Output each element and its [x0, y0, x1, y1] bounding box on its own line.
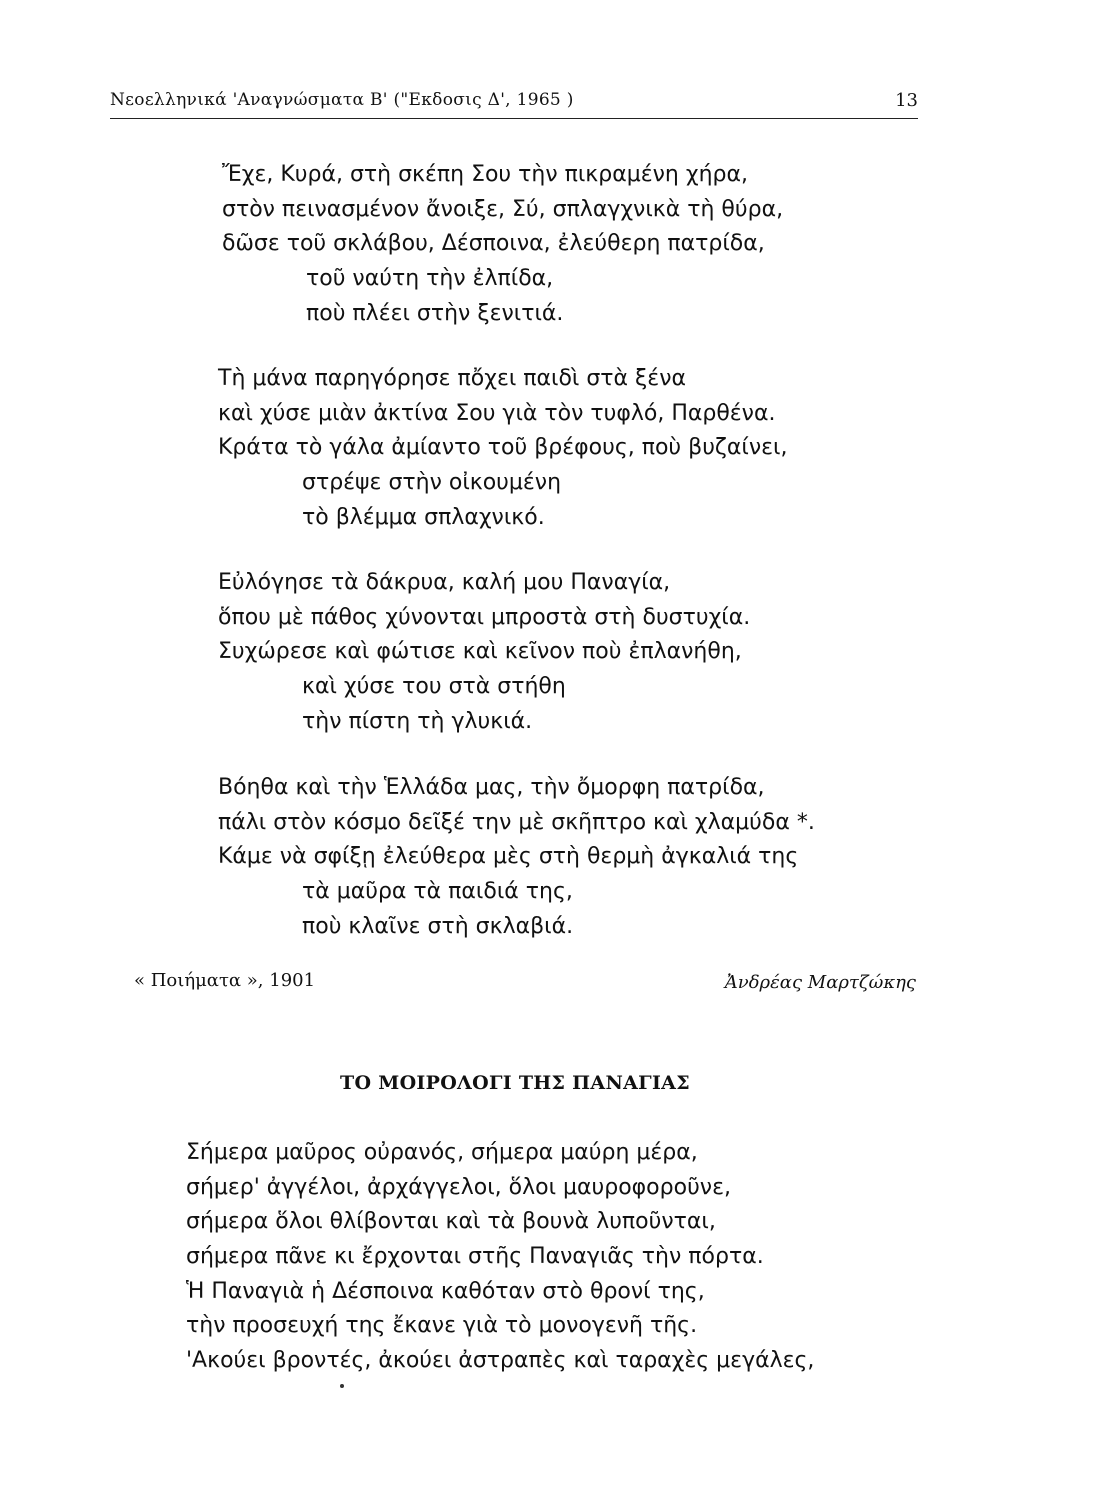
poem-line: 'Ακούει βροντές, ἀκούει ἀστραπὲς καὶ ταραχὲς μεγάλες,	[186, 1348, 815, 1374]
poem-line: ποὺ κλαῖνε στὴ σκλαβιά.	[302, 913, 574, 939]
poem-line: Βόηθα καὶ τὴν Ἑλλάδα μας, τὴν ὄμορφη πατρίδα,	[218, 775, 765, 800]
running-title: Νεοελληνικά 'Αναγνώσματα Β' ("Εκδοσις Δ', 1965 )	[110, 90, 574, 110]
poem-line: καὶ χύσε μιὰν ἀκτίνα Σου γιὰ τὸν τυφλό, Παρθένα.	[218, 400, 776, 426]
page-number: 13	[895, 90, 918, 111]
poem-line: σήμερα πᾶνε κι ἔρχονται στῆς Παναγιᾶς τὴν πόρτα.	[186, 1244, 764, 1270]
poem-title: ΤΟ ΜΟΙΡΟΛΟΓΙ ΤΗΣ ΠΑΝΑΓΙΑΣ	[340, 1072, 690, 1094]
poem-line: στὸν πεινασμένον ἄνοιξε, Σύ, σπλαγχνικὰ τὴ θύρα,	[222, 196, 784, 222]
poem-stanza	[222, 158, 783, 331]
poem-line: τὸ βλέμμα σπλαχνικό.	[302, 504, 545, 530]
poem-line: Σήμερα μαῦρος οὐρανός, σήμερα μαύρη μέρα,	[186, 1140, 698, 1165]
poem-line: τοῦ ναύτη τὴν ἐλπίδα,	[306, 266, 554, 292]
poem-line: καὶ χύσε του στὰ στήθη	[302, 674, 566, 700]
poem-stanza	[218, 362, 787, 535]
poem-line: Εὐλόγησε τὰ δάκρυα, καλή μου Παναγία,	[218, 570, 671, 595]
poem-line: Κάμε νὰ σφίξῃ ἐλεύθερα μὲς στὴ θερμὴ ἀγκαλιά της	[218, 844, 799, 870]
poem-stanza	[218, 771, 815, 944]
poem-line: Κράτα τὸ γάλα ἀμίαντο τοῦ βρέφους, ποὺ βυζαίνει,	[218, 435, 788, 461]
poem-stanza	[218, 566, 750, 739]
poem-line: σήμερα ὅλοι θλίβονται καὶ τὰ βουνὰ λυποῦνται,	[186, 1209, 716, 1235]
page-header	[110, 88, 918, 119]
poem-line: στρέψε στὴν οἰκουμένη	[302, 470, 562, 496]
poem-line: δῶσε τοῦ σκλάβου, Δέσποινα, ἐλεύθερη πατρίδα,	[222, 231, 765, 257]
poem-author: Ἀνδρέας Μαρτζώκης	[724, 972, 916, 993]
poem-line: ποὺ πλέει στὴν ξενιτιά.	[306, 300, 564, 326]
poem-stanza	[186, 1136, 814, 1379]
poem-line: Ἡ Παναγιὰ ἡ Δέσποινα καθόταν στὸ θρονί της,	[186, 1278, 705, 1304]
poem-source: « Ποιήματα », 1901	[134, 970, 316, 991]
poem-line: τὴν προσευχή της ἔκανε γιὰ τὸ μονογενῆ τῆς.	[186, 1313, 698, 1339]
poem-line: Συχώρεσε καὶ φώτισε καὶ κεῖνον ποὺ ἐπλανήθη,	[218, 639, 742, 665]
poem-line: τὰ μαῦρα τὰ παιδιά της,	[302, 879, 573, 905]
poem-line: ὅπου μὲ πάθος χύνονται μπροστὰ στὴ δυστυχία.	[218, 604, 751, 630]
poem-line: σήμερ' ἀγγέλοι, ἀρχάγγελοι, ὅλοι μαυροφοροῦνε,	[186, 1174, 731, 1200]
poem-line: Τὴ μάνα παρηγόρησε πὄχει παιδὶ στὰ ξένα	[218, 366, 686, 391]
poem-line: τὴν πίστη τὴ γλυκιά.	[302, 708, 533, 734]
poem-line: Ἔχε, Κυρά, στὴ σκέπη Σου τὴν πικραμένη χήρα,	[222, 162, 748, 187]
print-speck	[340, 1384, 344, 1388]
poem-line: πάλι στὸν κόσμο δεῖξέ την μὲ σκῆπτρο καὶ χλαμύδα *.	[218, 809, 815, 835]
